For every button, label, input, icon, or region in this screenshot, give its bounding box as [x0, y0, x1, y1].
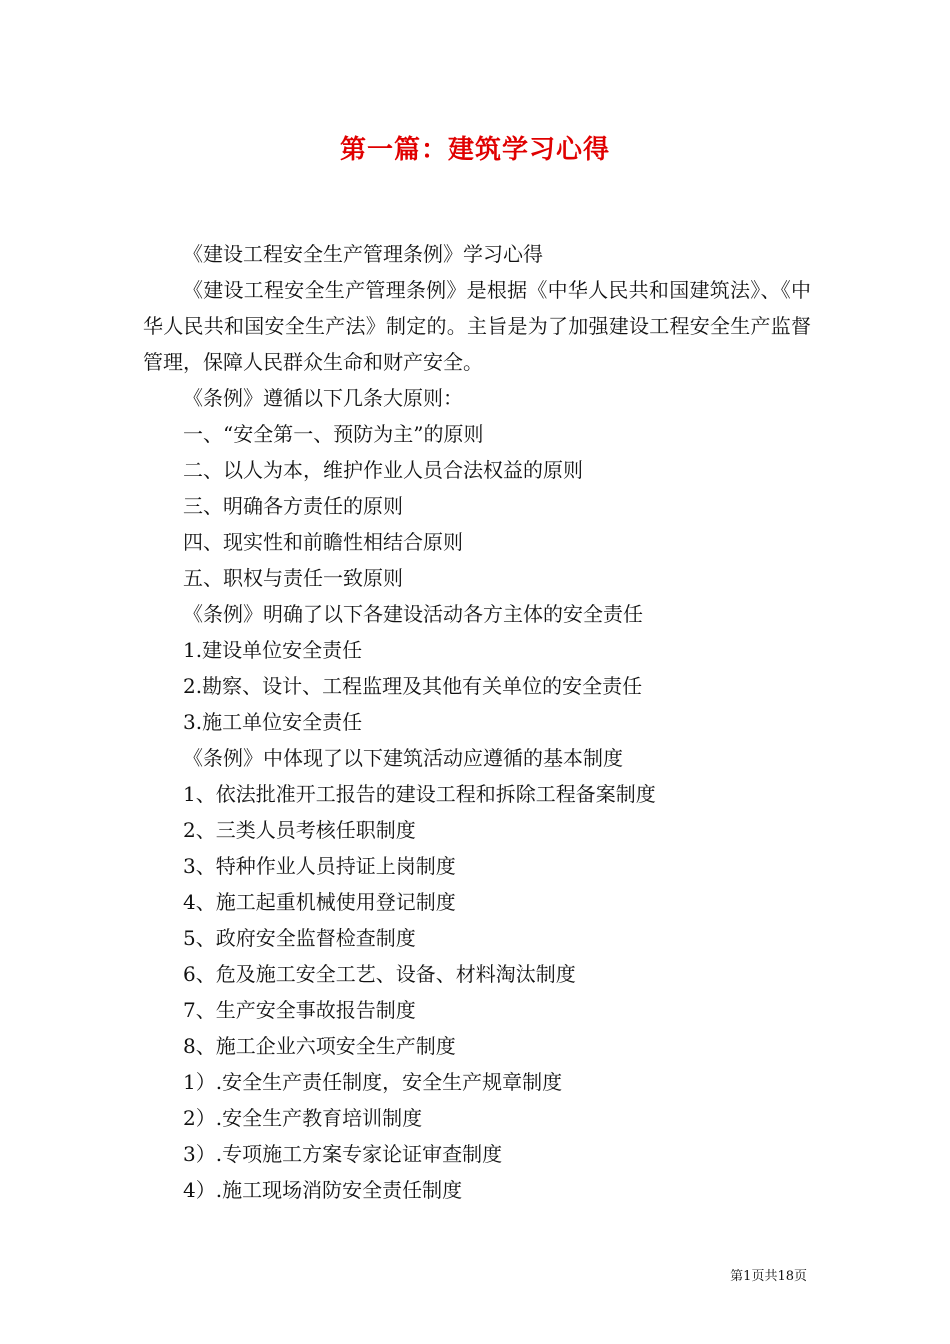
page-number: 第1页共18页 [730, 1269, 807, 1284]
sub-list-item: 4）.施工现场消防安全责任制度 [183, 1178, 463, 1202]
list-item: 1.建设单位安全责任 [183, 638, 363, 662]
document-body [143, 236, 811, 1208]
list-item: 3.施工单位安全责任 [183, 710, 363, 734]
paragraph: 《建设工程安全生产管理条例》是根据《中华人民共和国建筑法》、《中华人民共和国安全生产法》制定的。主旨是为了加强建设工程安全生产监督管理，保障人民群众生命和财产安全。 [143, 278, 811, 374]
document-title: 第一篇：建筑学习心得 [339, 135, 610, 165]
paragraph: 《条例》中体现了以下建筑活动应遵循的基本制度 [183, 746, 623, 770]
list-item: 2、三类人员考核任职制度 [183, 818, 416, 842]
sub-list-item: 1）.安全生产责任制度，安全生产规章制度 [183, 1070, 563, 1094]
list-item: 1、依法批准开工报告的建设工程和拆除工程备案制度 [183, 782, 656, 806]
list-item: 3、特种作业人员持证上岗制度 [183, 854, 456, 878]
list-item: 7、生产安全事故报告制度 [183, 998, 416, 1022]
list-item: 三、明确各方责任的原则 [183, 494, 403, 518]
list-item: 一、“安全第一、预防为主”的原则 [183, 422, 484, 446]
paragraph: 《条例》明确了以下各建设活动各方主体的安全责任 [183, 602, 643, 626]
list-item: 二、以人为本，维护作业人员合法权益的原则 [183, 458, 583, 482]
sub-list-item: 2）.安全生产教育培训制度 [183, 1106, 423, 1130]
list-item: 五、职权与责任一致原则 [183, 566, 403, 590]
list-item: 5、政府安全监督检查制度 [183, 926, 416, 950]
list-item: 四、现实性和前瞻性相结合原则 [183, 530, 463, 554]
paragraph: 《条例》遵循以下几条大原则： [183, 386, 463, 410]
paragraph: 《建设工程安全生产管理条例》学习心得 [183, 242, 543, 266]
list-item: 8、施工企业六项安全生产制度 [183, 1034, 456, 1058]
sub-list-item: 3）.专项施工方案专家论证审查制度 [183, 1142, 503, 1166]
list-item: 2.勘察、设计、工程监理及其他有关单位的安全责任 [183, 674, 643, 698]
list-item: 4、施工起重机械使用登记制度 [183, 890, 456, 914]
list-item: 6、危及施工安全工艺、设备、材料淘汰制度 [183, 962, 576, 986]
